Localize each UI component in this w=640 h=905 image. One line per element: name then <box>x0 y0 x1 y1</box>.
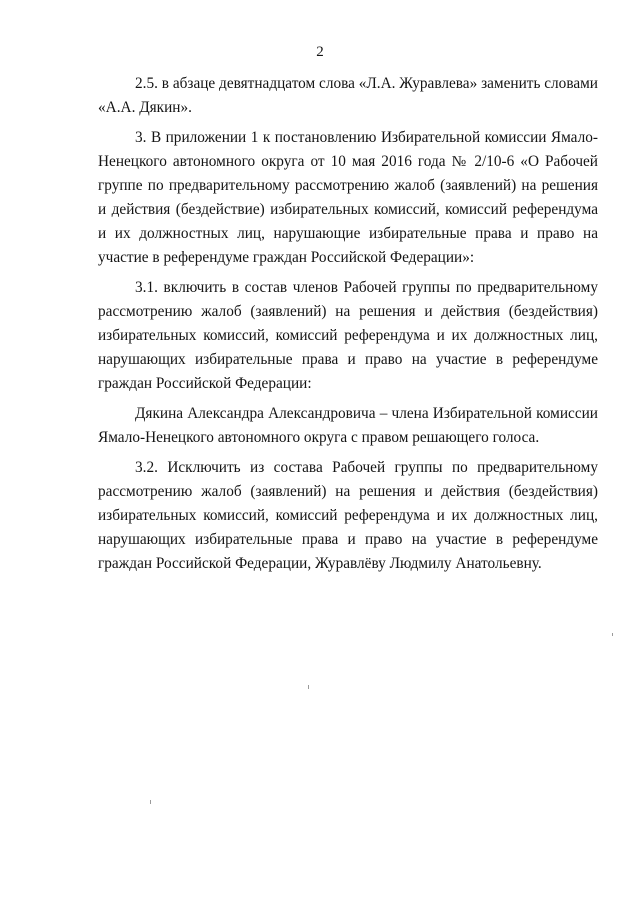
paragraph-3: 3. В приложении 1 к постановлению Избирательной комиссии Ямало-Ненецкого автономного округа от 10 мая 2016 года № 2/10-6 «О Рабочей группе по предварительному рассмотрению жалоб (заявлений) на решения и действия (бездействие) избирательных комиссий, комиссий референдума и их должностных лиц, нарушающие избирательные права и право на участие в референдуме граждан Российской Федерации»: <box>98 129 598 266</box>
page-number: 2 <box>316 44 324 60</box>
paragraph-3-2: 3.2. Исключить из состава Рабочей группы по предварительному рассмотрению жалоб (заявлений) на решения и действия (бездействия) избирательных комиссий, комиссий референдума и их должностных лиц, нарушающих избирательные права и право на участие в референдуме граждан Российской Федерации, Журавлёву Людмилу Анатольевну. <box>98 459 598 572</box>
paragraph-3-1: 3.1. включить в состав членов Рабочей группы по предварительному рассмотрению жалоб (заявлений) на решения и действия (бездействия) избирательных комиссий, комиссий референдума и их должностных лиц, нарушающих избирательные права и право на участие в референдуме граждан Российской Федерации: <box>98 279 598 392</box>
scan-speck <box>612 633 613 636</box>
paragraph-member-name: Дякина Александра Александровича – члена Избирательной комиссии Ямало-Ненецкого автономного округа с правом решающего голоса. <box>98 405 598 446</box>
scan-speck <box>150 800 151 804</box>
document-body <box>98 72 598 580</box>
scan-speck <box>308 685 309 689</box>
paragraph-2-5: 2.5. в абзаце девятнадцатом слова «Л.А. Журавлева» заменить словами «А.А. Дякин». <box>98 75 598 116</box>
